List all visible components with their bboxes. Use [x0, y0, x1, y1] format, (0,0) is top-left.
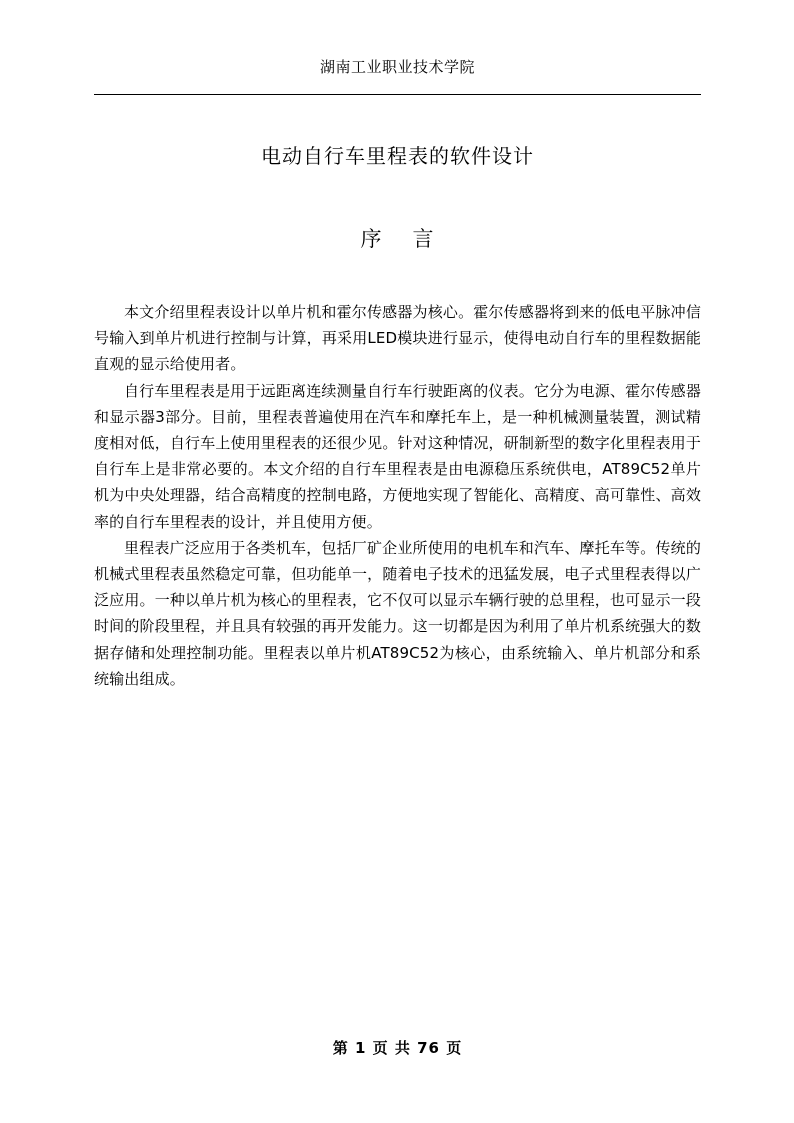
page-header: 湖南工业职业技术学院 — [319, 58, 475, 76]
document-title: 电动自行车里程表的软件设计 — [261, 144, 534, 168]
section-heading-char-2: 言 — [412, 227, 435, 251]
body-text — [94, 299, 701, 692]
paragraph-1: 本文介绍里程表设计以单片机和霍尔传感器为核心。霍尔传感器将到来的低电平脉冲信号输入到单片机进行控制与计算，再采用LED模块进行显示，使得电动自行车的里程数据能直观的显示给使用者。 — [94, 303, 701, 374]
paragraph-3: 里程表广泛应用于各类机车，包括厂矿企业所使用的电机车和汽车、摩托车等。传统的机械式里程表虽然稳定可靠，但功能单一，随着电子技术的迅猛发展，电子式里程表得以广泛应用。一种以单片机为核心的里程表，它不仅可以显示车辆行驶的总里程，也可显示一段时间的阶段里程，并且具有较强的再开发能力。这一切都是因为利用了单片机系统强大的数据存储和处理控制功能。里程表以单片机AT89C52为核心，由系统输入、单片机部分和系统输出组成。 — [94, 538, 701, 688]
paragraph-2: 自行车里程表是用于远距离连续测量自行车行驶距离的仪表。它分为电源、霍尔传感器和显示器3部分。目前，里程表普遍使用在汽车和摩托车上，是一种机械测量装置，测试精度相对低，自行车上使用里程表的还很少见。针对这种情况，研制新型的数字化里程表用于自行车上是非常必要的。本文介绍的自行车里程表是由电源稳压系统供电，AT89C52单片机为中央处理器，结合高精度的控制电路，方便地实现了智能化、高精度、高可靠性、高效率的自行车里程表的设计，并且使用方便。 — [94, 381, 701, 531]
section-heading-char-1: 序 — [360, 227, 383, 251]
page-number-footer: 第 1 页 共 76 页 — [332, 1039, 463, 1057]
section-heading — [94, 223, 701, 253]
header-divider — [94, 94, 701, 95]
